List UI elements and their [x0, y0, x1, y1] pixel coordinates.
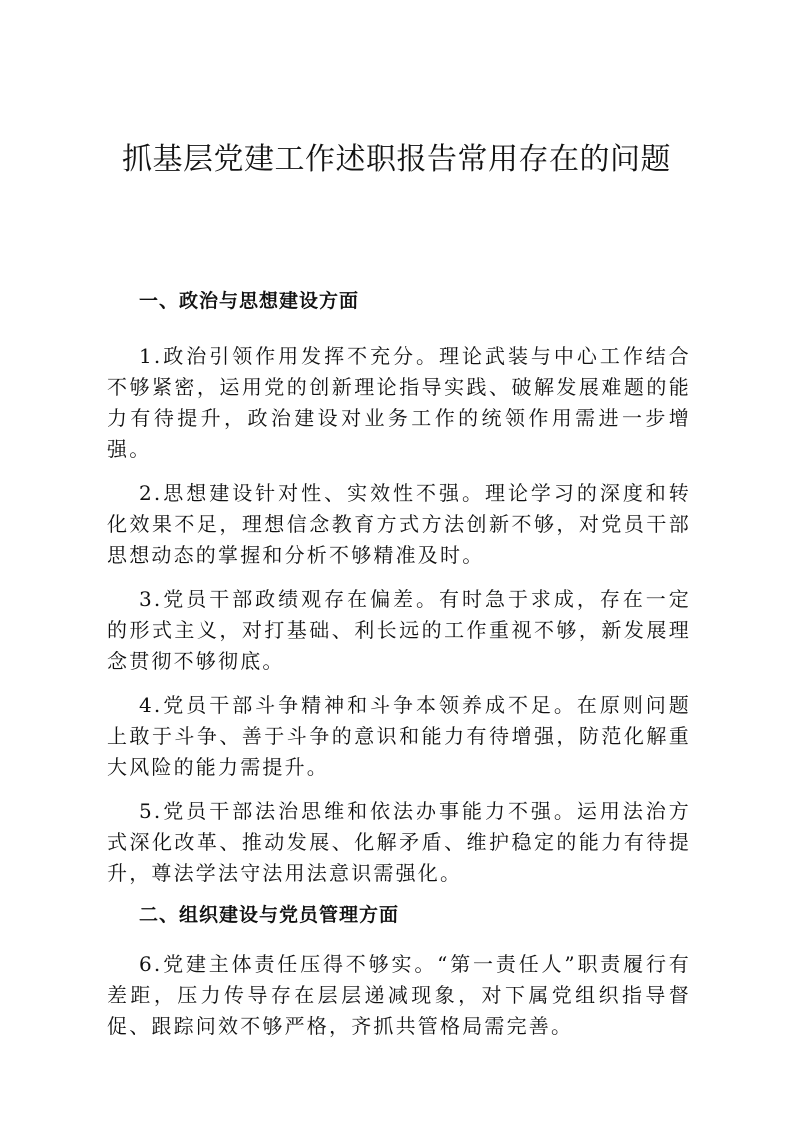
- paragraph-2: 2.思想建设针对性、实效性不强。理论学习的深度和转化效果不足，理想信念教育方式方法创新不够，对党员干部思想动态的掌握和分析不够精准及时。: [107, 481, 691, 567]
- paragraph-3: 3.党员干部政绩观存在偏差。有时急于求成，存在一定的形式主义，对打基础、利长远的工作重视不够，新发展理念贯彻不够彻底。: [107, 587, 691, 673]
- paragraph-1: 1.政治引领作用发挥不充分。理论武装与中心工作结合不够紧密，运用党的创新理论指导实践、破解发展难题的能力有待提升，政治建设对业务工作的统领作用需进一步增强。: [107, 344, 691, 461]
- paragraph-5: 5.党员干部法治思维和依法办事能力不强。运用法治方式深化改革、推动发展、化解矛盾、维护稳定的能力有待提升，尊法学法守法用法意识需强化。: [107, 799, 691, 885]
- section-heading-2: 二、组织建设与党员管理方面: [139, 904, 400, 926]
- paragraph-6: 6.党建主体责任压得不够实。“第一责任人”职责履行有差距，压力传导存在层层递减现象，对下属党组织指导督促、跟踪问效不够严格，齐抓共管格局需完善。: [107, 952, 691, 1038]
- section-heading-1: 一、政治与思想建设方面: [139, 290, 360, 312]
- document-body: [107, 286, 691, 1055]
- paragraph-4: 4.党员干部斗争精神和斗争本领养成不足。在原则问题上敢于斗争、善于斗争的意识和能力有待增强，防范化解重大风险的能力需提升。: [107, 693, 691, 779]
- document-title: 抓基层党建工作述职报告常用存在的问题: [122, 142, 671, 177]
